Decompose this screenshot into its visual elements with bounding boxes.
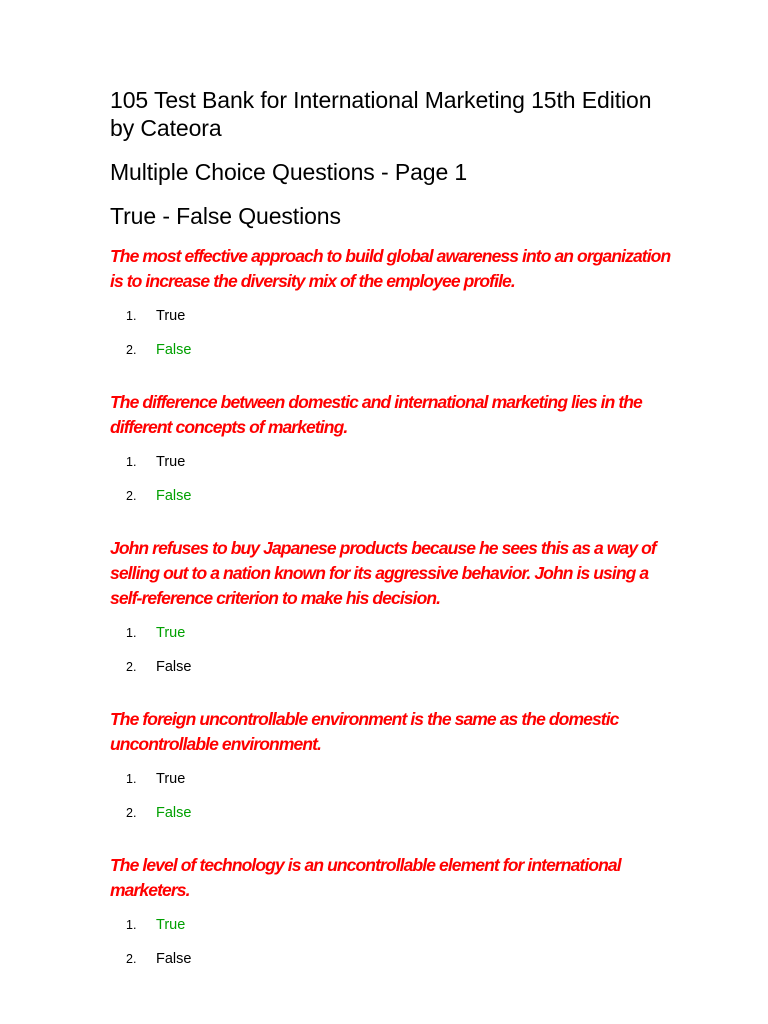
- option-number: 1.: [126, 455, 137, 469]
- answer-options: [110, 917, 678, 985]
- option-number: 2.: [126, 660, 137, 674]
- answer-option: [110, 308, 678, 342]
- correct-option-label: False: [156, 342, 192, 358]
- document-title: 105 Test Bank for International Marketing 15th Edition by Cateora: [110, 87, 652, 141]
- answer-options: [110, 625, 678, 693]
- answer-option: [110, 488, 678, 522]
- question-text: The most effective approach to build global awareness into an organization is to increase the diversity mix of the employee profile.: [110, 246, 671, 291]
- option-number: 1.: [126, 772, 137, 786]
- question-block-1: [110, 244, 678, 376]
- question-text: John refuses to buy Japanese products because he sees this as a way of selling out to a nation known for its aggressive behavior. John is using a self-reference criterion to make his decision.: [110, 538, 656, 608]
- option-number: 2.: [126, 952, 137, 966]
- answer-option: [110, 805, 678, 839]
- answer-options: [110, 771, 678, 839]
- question-text: The difference between domestic and international marketing lies in the different concepts of marketing.: [110, 392, 642, 437]
- document-subtitle: Multiple Choice Questions - Page 1: [110, 159, 468, 185]
- option-number: 2.: [126, 489, 137, 503]
- answer-options: [110, 454, 678, 522]
- answer-options: [110, 308, 678, 376]
- answer-option: [110, 625, 678, 659]
- correct-option-label: False: [156, 805, 192, 821]
- answer-option: [110, 342, 678, 376]
- question-block-2: [110, 390, 678, 522]
- question-block-5: [110, 853, 678, 985]
- section-title: True - False Questions: [110, 203, 341, 229]
- option-number: 1.: [126, 309, 137, 323]
- option-number: 2.: [126, 806, 137, 820]
- answer-option: [110, 951, 678, 985]
- correct-option-label: True: [156, 625, 186, 641]
- option-number: 2.: [126, 343, 137, 357]
- option-number: 1.: [126, 918, 137, 932]
- correct-option-label: False: [156, 488, 192, 504]
- option-label: False: [156, 951, 192, 967]
- answer-option: [110, 454, 678, 488]
- question-text: The foreign uncontrollable environment is the same as the domestic uncontrollable environment.: [110, 709, 619, 754]
- option-label: True: [156, 771, 186, 787]
- option-label: False: [156, 659, 192, 675]
- answer-option: [110, 917, 678, 951]
- answer-option: [110, 771, 678, 805]
- option-label: True: [156, 308, 186, 324]
- option-label: True: [156, 454, 186, 470]
- question-block-3: [110, 536, 678, 693]
- answer-option: [110, 659, 678, 693]
- option-number: 1.: [126, 626, 137, 640]
- correct-option-label: True: [156, 917, 186, 933]
- question-block-4: [110, 707, 678, 839]
- question-text: The level of technology is an uncontrollable element for international marketers.: [110, 855, 621, 900]
